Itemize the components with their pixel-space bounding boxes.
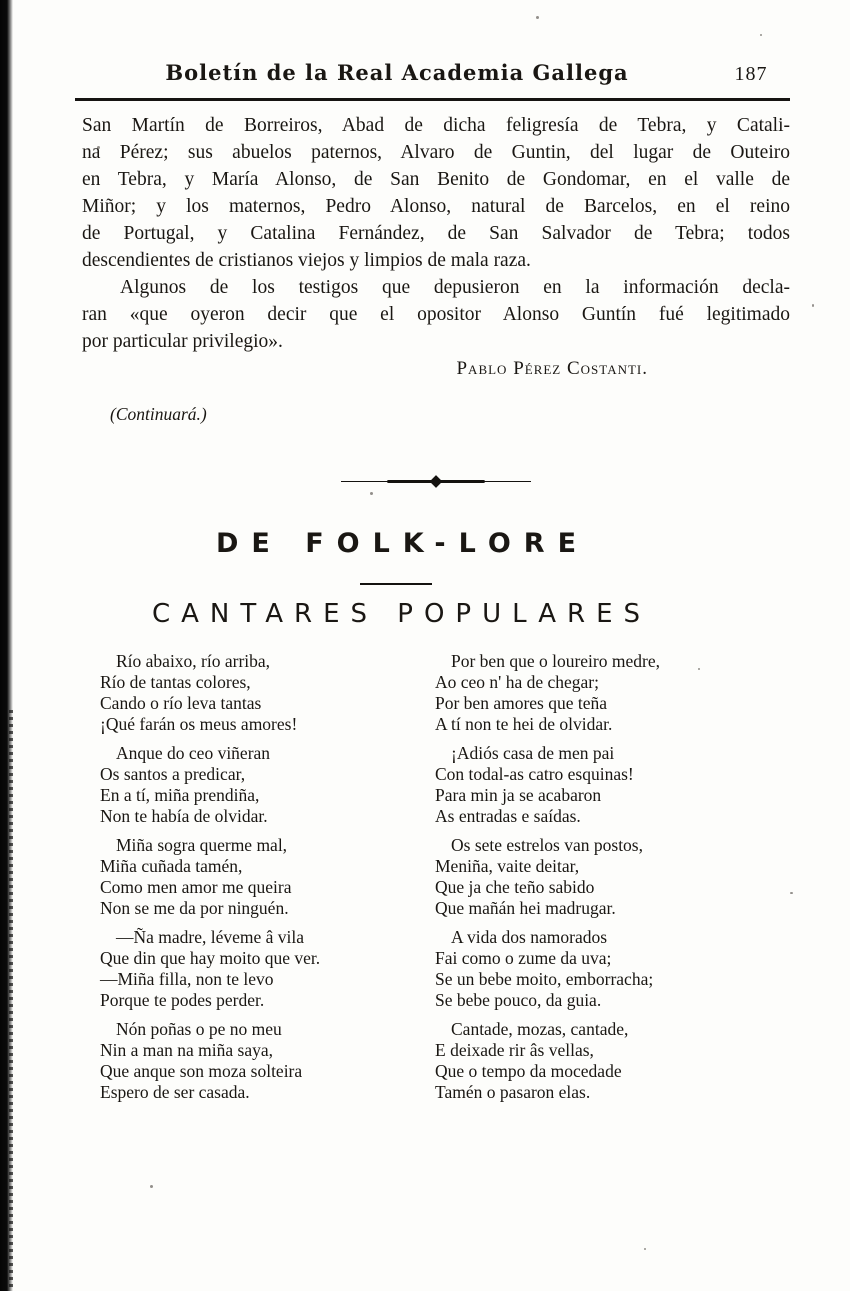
verse-line: Cando o río leva tantas xyxy=(100,693,262,713)
text-line: por particular privilegio». xyxy=(82,331,283,352)
scan-speck xyxy=(790,892,793,894)
poem-stanza xyxy=(100,927,427,1011)
verse-line: Porque te podes perder. xyxy=(100,990,265,1010)
poem-stanza xyxy=(435,1019,790,1103)
verse-line: Río abaixo, río arriba, xyxy=(116,651,271,671)
verse-line: Por ben que o loureiro medre, xyxy=(451,651,660,671)
verse-line: Que anque son moza solteira xyxy=(100,1061,303,1081)
text-line: en Tebra, y María Alonso, de San Benito de Gondomar, en el valle de xyxy=(82,169,790,190)
text-line: San Martín de Borreiros, Abad de dicha feligresía de Tebra, y Catali- xyxy=(82,115,790,136)
poem-stanza xyxy=(100,651,427,735)
scan-speck xyxy=(760,34,762,36)
verse-line: En a tí, miña prendiña, xyxy=(100,785,260,805)
verse-line: Meniña, vaite deitar, xyxy=(435,856,580,876)
scan-speck xyxy=(150,1185,153,1188)
text-line: Algunos de los testigos que depusieron en la información decla- xyxy=(120,277,790,298)
verse-line: E deixade rir âs vellas, xyxy=(435,1040,594,1060)
poem-column-left xyxy=(82,651,427,1111)
verse-line: Non te había de olvidar. xyxy=(100,806,268,826)
article-paragraph-1 xyxy=(82,112,790,274)
verse-line: Miña cuñada tamén, xyxy=(100,856,243,876)
poem-stanza xyxy=(100,743,427,827)
verse-line: Nin a man na miña saya, xyxy=(100,1040,274,1060)
divider-diamond-ornament-icon xyxy=(430,475,443,488)
verse-line: ¡Qué farán os meus amores! xyxy=(100,714,298,734)
verse-line: Que din que hay moito que ver. xyxy=(100,948,321,968)
poem-stanza xyxy=(435,743,790,827)
page-number: 187 xyxy=(734,63,768,85)
verse-line: Os santos a predicar, xyxy=(100,764,246,784)
verse-line: Cantade, mozas, cantade, xyxy=(451,1019,629,1039)
verse-line: As entradas e saídas. xyxy=(435,806,581,826)
cantares-heading: CANTARES POPULARES xyxy=(151,599,652,629)
page-header xyxy=(82,60,790,98)
poem-columns xyxy=(82,651,790,1111)
text-line: ran «que oyeron decir que el opositor Alonso Guntín fué legitimado xyxy=(82,304,790,325)
author-signature: Pablo Pérez Costanti. xyxy=(456,358,648,379)
verse-line: A vida dos namorados xyxy=(451,927,608,947)
text-line: Miñor; y los maternos, Pedro Alonso, natural de Barcelos, en el reino xyxy=(82,196,790,217)
text-line: de Portugal, y Catalina Fernández, de San Salvador de Tebra; todos xyxy=(82,223,790,244)
verse-line: Que mañán hei madrugar. xyxy=(435,898,616,918)
scan-speck xyxy=(812,304,814,307)
verse-line: Que ja che teño sabido xyxy=(435,877,595,897)
poem-stanza xyxy=(435,835,790,919)
verse-line: Nón poñas o pe no meu xyxy=(116,1019,282,1039)
verse-line: A tí non te hei de olvidar. xyxy=(435,714,613,734)
verse-line: —Ña madre, léveme â vila xyxy=(116,927,305,947)
scan-speck xyxy=(644,1248,646,1250)
poem-stanza xyxy=(100,1019,427,1103)
verse-line: Que o tempo da mocedade xyxy=(435,1061,622,1081)
poem-stanza xyxy=(435,927,790,1011)
verse-line: Como men amor me queira xyxy=(100,877,292,897)
verse-line: Non se me da por ninguén. xyxy=(100,898,289,918)
text-line: na Pérez; sus abuelos paternos, Alvaro de Guntin, del lugar de Outeiro xyxy=(82,142,790,163)
verse-line: Se bebe pouco, da guia. xyxy=(435,990,602,1010)
folklore-section-title: DE FOLK-LORE xyxy=(215,528,590,559)
scan-binding-edge xyxy=(0,0,13,1291)
verse-line: Por ben amores que teña xyxy=(435,693,608,713)
article-paragraph-2 xyxy=(82,274,790,355)
verse-line: Ao ceo n' ha de chegar; xyxy=(435,672,599,692)
scan-speck xyxy=(536,16,539,19)
journal-title: Boletín de la Real Academia Gallega xyxy=(165,60,629,85)
verse-line: Anque do ceo viñeran xyxy=(116,743,271,763)
poem-stanza xyxy=(100,835,427,919)
header-rule xyxy=(75,98,790,101)
section-divider xyxy=(341,477,531,486)
verse-line: ¡Adiós casa de men pai xyxy=(451,743,615,763)
text-line: descendientes de cristianos viejos y limpios de mala raza. xyxy=(82,250,531,271)
verse-line: Os sete estrelos van postos, xyxy=(451,835,643,855)
verse-line: Espero de ser casada. xyxy=(100,1082,250,1102)
verse-line: Se un bebe moito, emborracha; xyxy=(435,969,654,989)
verse-line: Con todal-as catro esquinas! xyxy=(435,764,634,784)
verse-line: Miña sogra querme mal, xyxy=(116,835,288,855)
verse-line: Tamén o pasaron elas. xyxy=(435,1082,591,1102)
poem-column-right xyxy=(427,651,790,1111)
section-title-underline xyxy=(360,583,432,585)
verse-line: Para min ja se acabaron xyxy=(435,785,602,805)
continuation-note: (Continuará.) xyxy=(110,404,207,424)
verse-line: Fai como o zume da uva; xyxy=(435,948,612,968)
verse-line: Río de tantas colores, xyxy=(100,672,251,692)
poem-stanza xyxy=(435,651,790,735)
verse-line: —Miña filla, non te levo xyxy=(100,969,274,989)
